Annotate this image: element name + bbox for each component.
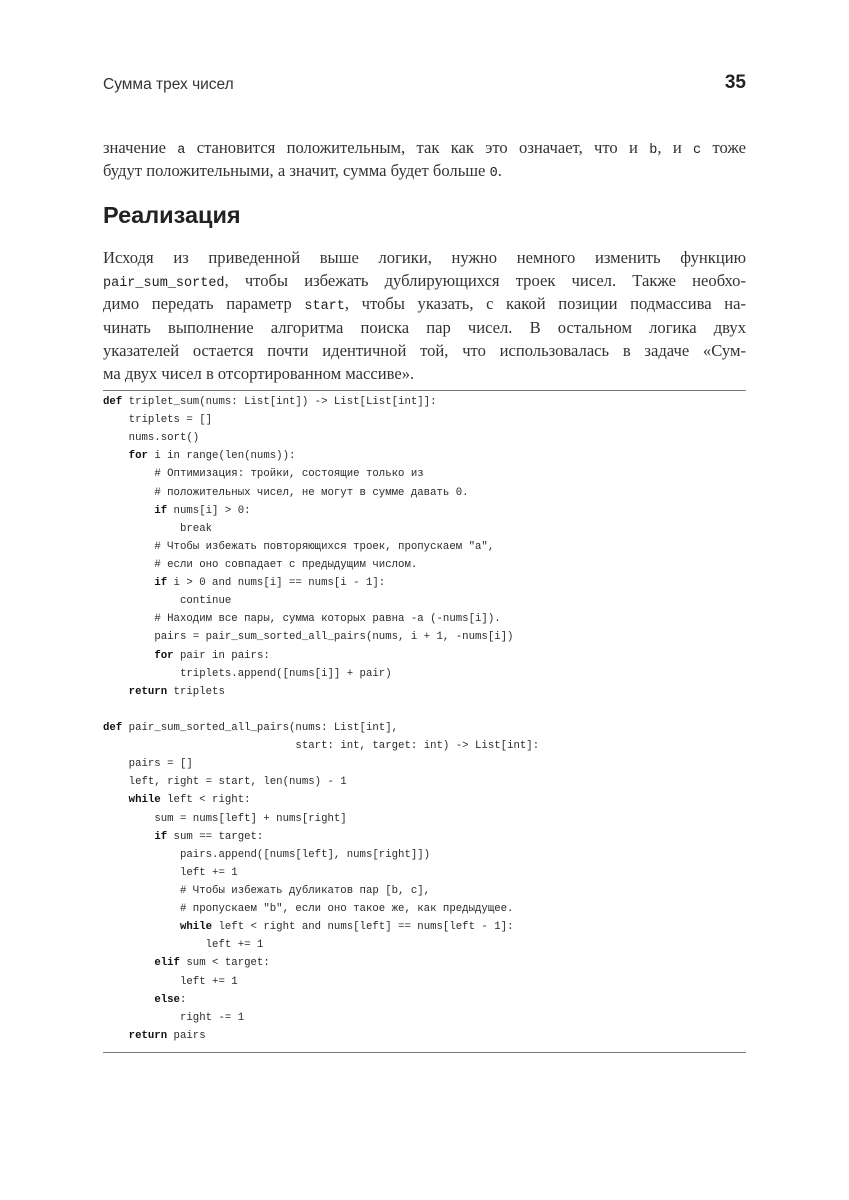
chapter-title: Сумма трех чисел xyxy=(103,76,234,93)
code-indent xyxy=(103,867,180,879)
code-top-rule xyxy=(103,390,746,391)
text-run: . xyxy=(497,161,502,181)
text-line xyxy=(103,269,746,292)
code-keyword: if xyxy=(154,830,168,843)
code-indent xyxy=(103,595,180,607)
code-indent xyxy=(103,776,129,788)
code-text: triplets xyxy=(167,685,225,698)
code-bottom-rule xyxy=(103,1052,746,1053)
code-line xyxy=(103,592,539,610)
code-line xyxy=(103,1027,539,1045)
text-line xyxy=(103,246,746,269)
code-text: triplets = [] xyxy=(128,414,213,427)
code-line xyxy=(103,864,539,882)
text-line xyxy=(103,159,746,182)
code-text: pairs = [] xyxy=(128,758,193,771)
code-text: pair_sum_sorted_all_pairs(nums: List[int], xyxy=(122,721,399,734)
inline-code: c xyxy=(693,143,702,158)
code-text: # если оно совпадает с предыдущим числом. xyxy=(154,558,418,571)
code-text: triplet_sum(nums: List[int]) -> List[List[int]]: xyxy=(122,396,437,408)
code-text: : xyxy=(179,993,187,1006)
text-run: димо передать параметр xyxy=(103,294,305,314)
code-text: pair in pairs: xyxy=(173,649,270,662)
text-line xyxy=(103,316,746,339)
code-text: left < right and nums[left] == nums[left - 1]: xyxy=(212,921,514,934)
code-keyword: for xyxy=(154,649,174,662)
code-line xyxy=(103,447,539,465)
text-run: указателей остается почти идентичной той, что использовалась в задаче «Сум- xyxy=(103,340,746,360)
code-line xyxy=(103,954,539,972)
code-indent xyxy=(103,994,154,1006)
running-header xyxy=(103,72,746,96)
code-text: i in range(len(nums)): xyxy=(147,450,296,463)
code-indent xyxy=(103,668,180,680)
code-line xyxy=(103,846,539,864)
code-keyword: while xyxy=(179,921,213,934)
code-indent xyxy=(103,450,129,462)
code-line xyxy=(103,882,539,900)
code-text: pairs.append([nums[left], nums[right]]) xyxy=(179,848,431,861)
inline-code: a xyxy=(177,143,186,158)
code-line xyxy=(103,520,539,538)
text-run: тоже xyxy=(701,138,747,157)
code-line xyxy=(103,484,539,502)
paragraph-intro xyxy=(103,136,746,182)
code-text: # Чтобы избежать повторяющихся троек, пропускаем "a", xyxy=(154,540,495,553)
code-indent xyxy=(103,432,129,444)
text-line xyxy=(103,136,746,159)
code-line xyxy=(103,755,539,773)
code-indent xyxy=(103,1030,129,1042)
code-indent xyxy=(103,541,154,553)
code-text: sum == target: xyxy=(167,830,264,843)
inline-code: 0 xyxy=(489,166,498,182)
code-indent xyxy=(103,487,154,499)
code-indent xyxy=(103,650,154,662)
code-line xyxy=(103,574,539,592)
code-line xyxy=(103,393,539,411)
code-indent xyxy=(103,831,154,843)
code-line xyxy=(103,538,539,556)
code-line xyxy=(103,737,539,755)
code-text: sum = nums[left] + nums[right] xyxy=(154,812,347,825)
code-indent xyxy=(103,957,154,969)
code-keyword: def xyxy=(103,721,123,734)
code-indent xyxy=(103,939,206,951)
code-text: nums.sort() xyxy=(128,432,200,445)
code-line xyxy=(103,502,539,520)
code-text: nums[i] > 0: xyxy=(167,504,251,517)
text-run: становится положительным, так как это означает, что и xyxy=(185,138,650,157)
code-line xyxy=(103,429,539,447)
code-line xyxy=(103,411,539,429)
code-indent xyxy=(103,794,129,806)
code-line xyxy=(103,936,539,954)
code-keyword: if xyxy=(154,504,168,517)
code-text: break xyxy=(179,522,213,535)
code-line xyxy=(103,701,539,719)
code-indent xyxy=(103,758,129,770)
code-text: # положительных чисел, не могут в сумме давать 0. xyxy=(154,486,469,499)
text-run: чинать выполнение алгоритма поиска пар чисел. В остальном логика двух xyxy=(103,317,746,337)
text-run: , чтобы указать, с какой позиции подмассива на- xyxy=(344,294,746,314)
text-run: , чтобы избежать дублирующихся троек чисел. Также необхо- xyxy=(224,271,746,291)
code-indent xyxy=(103,813,154,825)
code-line xyxy=(103,991,539,1009)
text-run: значение xyxy=(103,138,178,157)
code-line xyxy=(103,1009,539,1027)
text-run: Исходя из приведенной выше логики, нужно немного изменить функцию xyxy=(103,248,746,267)
code-text: left += 1 xyxy=(179,866,238,879)
code-text: sum < target: xyxy=(179,957,270,970)
page-number: 35 xyxy=(724,72,746,93)
code-indent xyxy=(103,523,180,535)
code-line xyxy=(103,719,539,737)
code-text: # Оптимизация: тройки, состоящие только из xyxy=(154,468,424,481)
code-indent xyxy=(103,613,154,625)
code-text: left, right = start, len(nums) - 1 xyxy=(128,776,347,789)
code-listing xyxy=(103,393,539,1045)
code-line xyxy=(103,828,539,846)
code-text: # пропускаем "b", если оно такое же, как предыдущее. xyxy=(179,903,514,916)
text-run: ма двух чисел в отсортированном массиве». xyxy=(103,363,415,383)
code-indent xyxy=(103,505,154,517)
code-line xyxy=(103,465,539,483)
code-text: right -= 1 xyxy=(179,1011,245,1024)
code-indent xyxy=(103,559,154,571)
code-text: left += 1 xyxy=(179,975,238,988)
code-keyword: else xyxy=(154,993,180,1006)
code-indent xyxy=(103,849,180,861)
code-keyword: def xyxy=(103,396,123,408)
inline-code: b xyxy=(649,143,658,158)
code-text: # Чтобы избежать дубликатов пар [b, c], xyxy=(179,884,431,897)
code-text: left < right: xyxy=(160,794,251,807)
code-line xyxy=(103,810,539,828)
code-indent xyxy=(103,1012,180,1024)
inline-code: start xyxy=(304,299,345,315)
inline-code: pair_sum_sorted xyxy=(103,276,225,292)
code-indent xyxy=(103,631,154,643)
section-heading: Реализация xyxy=(103,202,241,228)
code-keyword: return xyxy=(128,685,168,698)
code-text: triplets.append([nums[i]] + pair) xyxy=(179,667,392,680)
code-indent xyxy=(103,740,295,752)
code-line xyxy=(103,628,539,646)
code-line xyxy=(103,900,539,918)
code-indent xyxy=(103,976,180,988)
code-text: continue xyxy=(179,595,232,608)
code-line xyxy=(103,973,539,991)
code-line xyxy=(103,647,539,665)
code-indent xyxy=(103,921,180,933)
code-indent xyxy=(103,414,129,426)
code-keyword: elif xyxy=(154,957,180,970)
text-run: , и xyxy=(657,138,694,157)
code-text: pairs xyxy=(167,1029,206,1042)
code-line xyxy=(103,791,539,809)
code-line xyxy=(103,665,539,683)
code-indent xyxy=(103,903,180,915)
code-text: # Находим все пары, сумма которых равна -a (-nums[i]). xyxy=(154,613,501,626)
code-indent xyxy=(103,468,154,480)
code-text: start: int, target: int) -> List[int]: xyxy=(295,740,540,753)
code-indent xyxy=(103,885,180,897)
code-indent xyxy=(103,686,129,698)
code-text: i > 0 and nums[i] == nums[i - 1]: xyxy=(167,577,386,590)
text-line xyxy=(103,292,746,315)
paragraph-implementation xyxy=(103,246,746,385)
text-line xyxy=(103,339,746,362)
code-keyword: for xyxy=(128,450,148,463)
code-line xyxy=(103,683,539,701)
code-line xyxy=(103,773,539,791)
code-keyword: while xyxy=(128,794,161,807)
text-run: будут положительными, а значит, сумма будет больше xyxy=(103,161,490,181)
code-line xyxy=(103,918,539,936)
code-keyword: if xyxy=(154,577,168,590)
code-keyword: return xyxy=(128,1029,168,1042)
code-line xyxy=(103,610,539,628)
text-line xyxy=(103,362,746,385)
code-text: left += 1 xyxy=(205,939,264,952)
code-line xyxy=(103,556,539,574)
code-indent xyxy=(103,577,154,589)
code-text: pairs = pair_sum_sorted_all_pairs(nums, i + 1, -nums[i]) xyxy=(154,631,514,644)
